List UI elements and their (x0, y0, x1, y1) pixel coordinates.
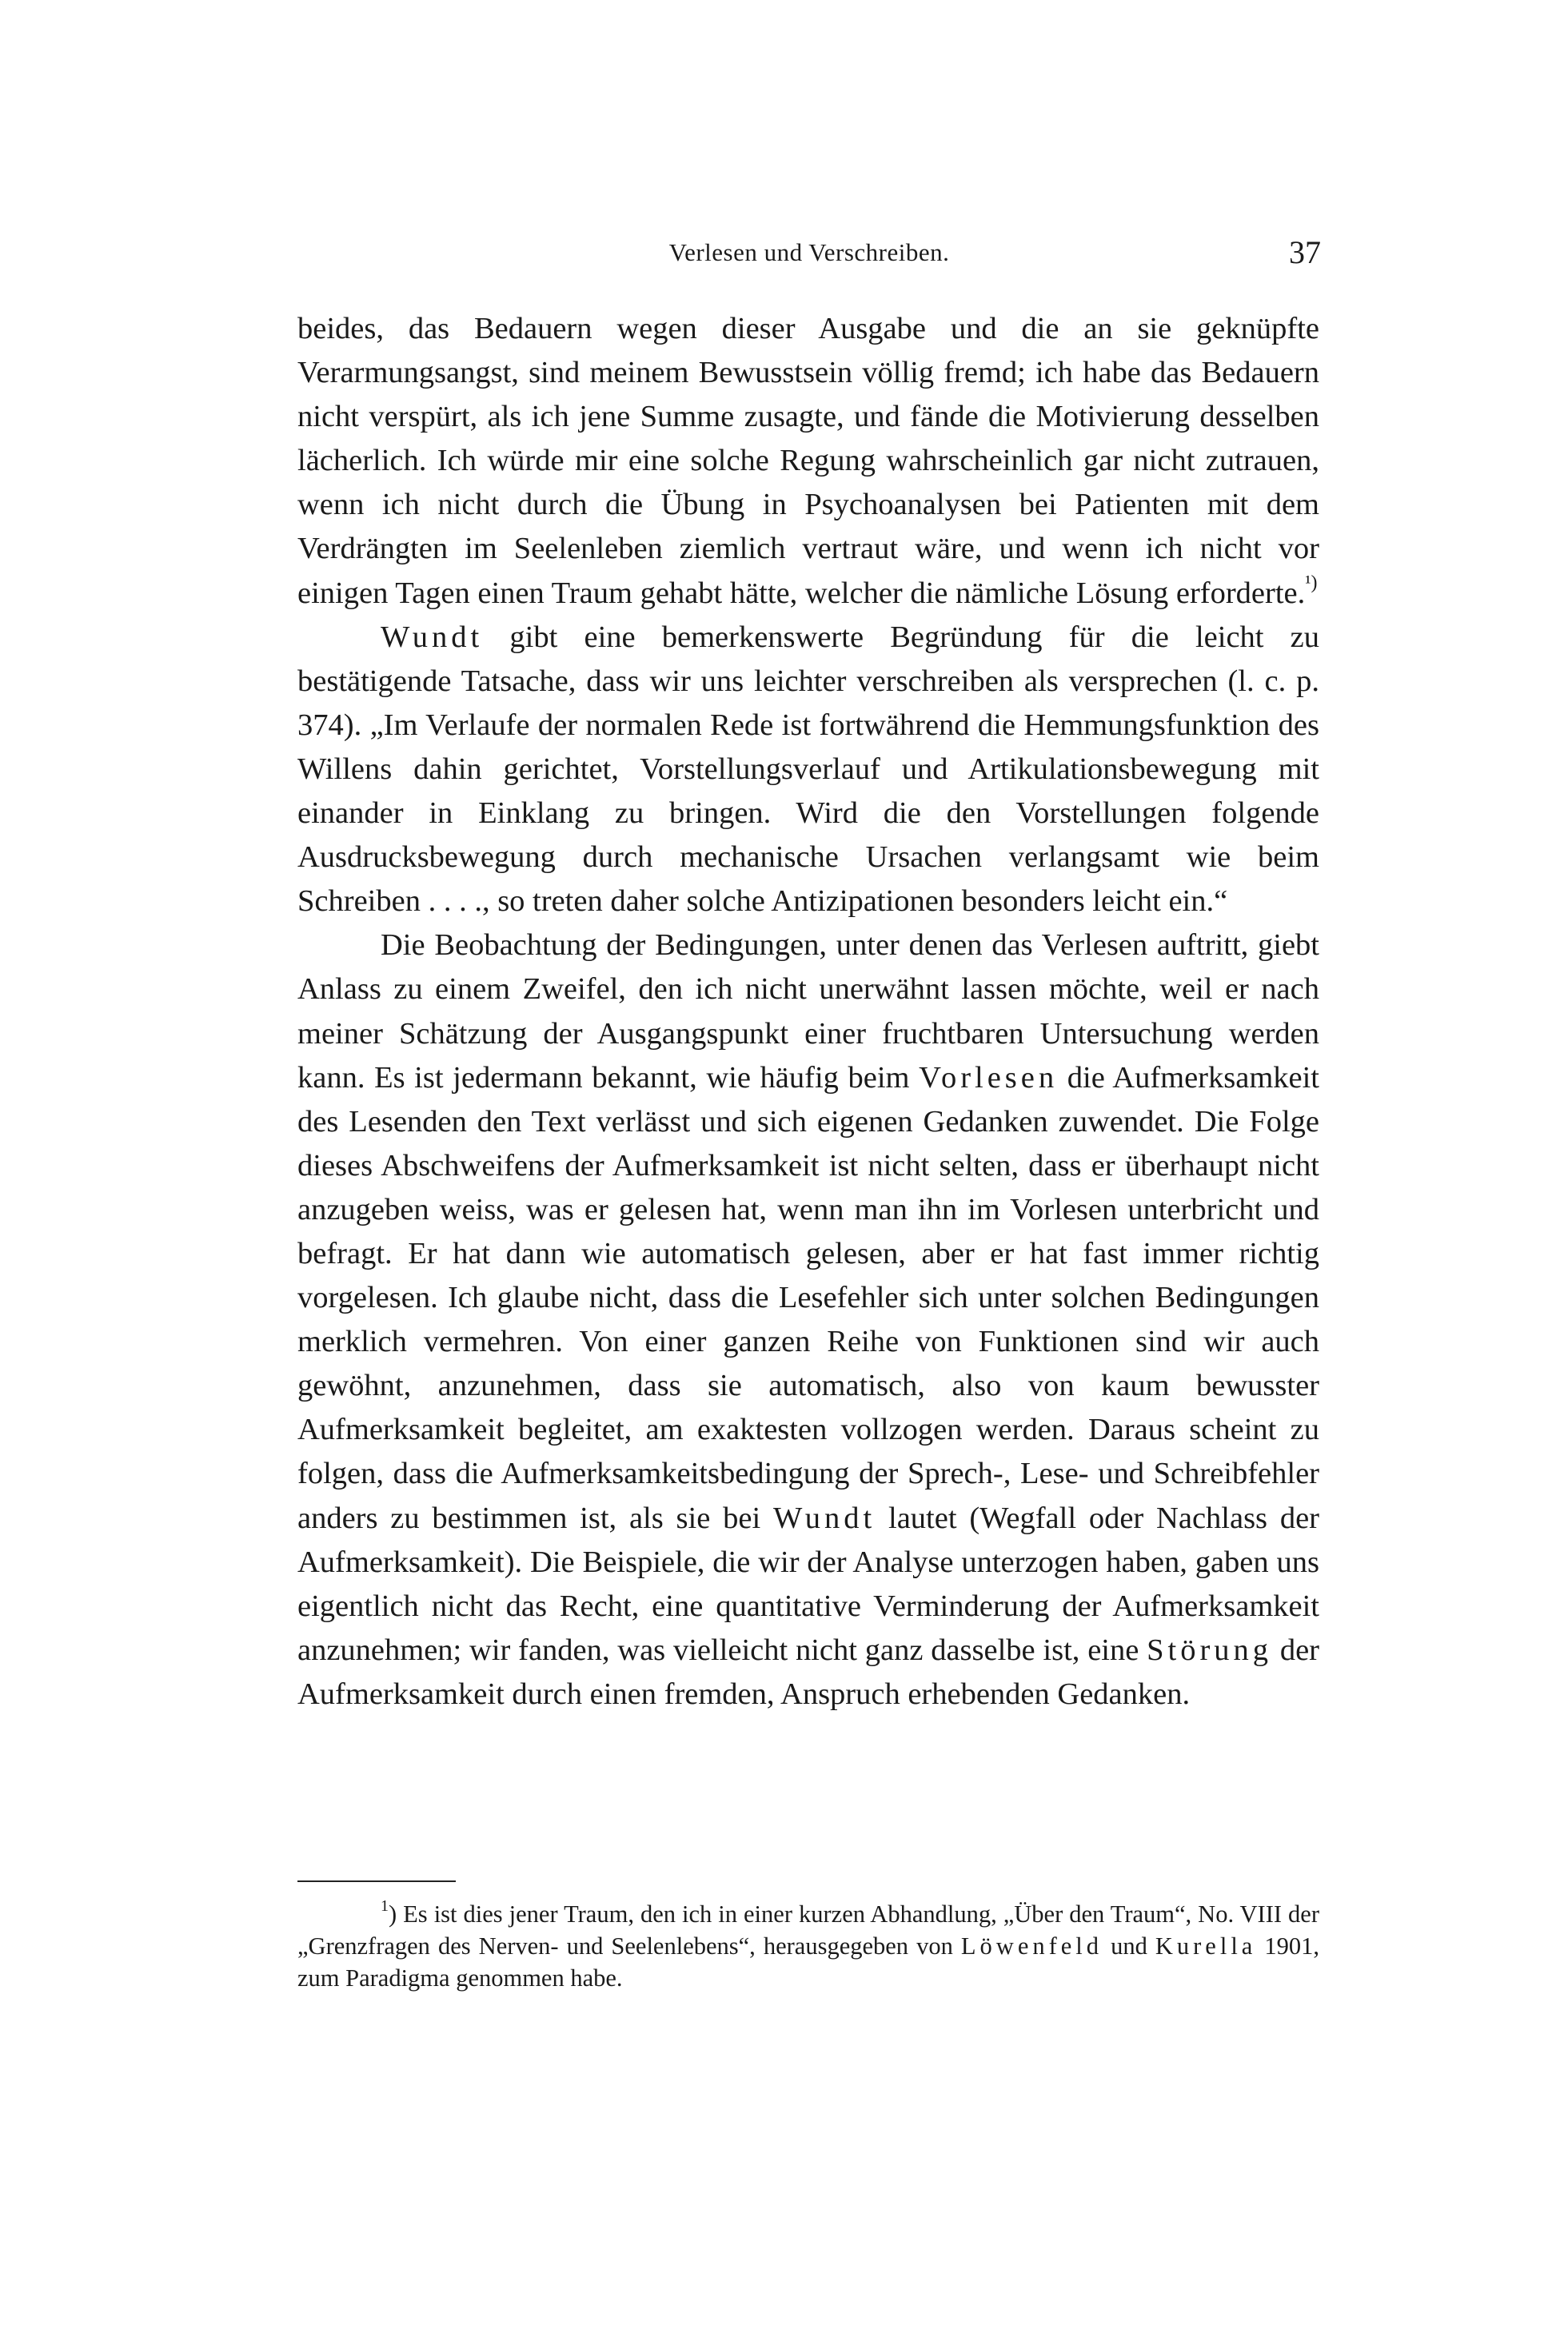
body-text (297, 307, 1319, 1717)
footnote-segment: und (1103, 1932, 1155, 1960)
author-name-wundt: Wundt (381, 620, 484, 654)
footnote-divider (297, 1880, 456, 1882)
paragraph-1 (297, 307, 1319, 616)
footnote-reference[interactable]: ¹) (1305, 572, 1318, 593)
page-header (297, 234, 1321, 286)
footnote-marker: 1 (381, 1897, 389, 1915)
author-name-loewenfeld: Löwenfeld (960, 1932, 1103, 1960)
running-title: Verlesen und Verschreiben. (668, 238, 950, 266)
paragraph-3-segment: Die Beobachtung der Bedingungen, unter denen das Verlesen auftritt, giebt Anlass zu einem Zweifel, den ich nicht unerwähnt lassen möchte, weil er nach meiner Schätzung der Ausgangspunkt einer fruchtbaren Untersuchung werden kann. Es ist jedermann bekannt, wie häufig beim (297, 928, 1319, 1095)
paragraph-3-segment: die Aufmerksamkeit des Lesenden den Text verlässt und sich eigenen Gedanken zuwendet. Die Folge dieses Abschweifens der Aufmerksamkeit ist nicht selten, dass er überhaupt nicht anzugeben weiss, was er gelesen hat, wenn man ihn im Vorlesen unterbricht und befragt. Er hat dann wie automatisch gelesen, aber er hat fast immer richtig vorgelesen. Ich glaube nicht, dass die Lesefehler sich unter solchen Bedingungen merklich vermehren. Von einer ganzen Reihe von Funktionen sind wir auch gewöhnt, anzunehmen, dass sie automatisch, also von kaum bewusster Aufmerksamkeit begleitet, am exaktesten vollzogen werden. Daraus scheint zu folgen, dass die Aufmerksamkeitsbedingung der Sprech-, Lese- und Schreibfehler anders zu bestimmen ist, als sie bei (297, 1060, 1319, 1535)
footnote-segment: 1901, zum Paradigma genommen habe. (297, 1932, 1320, 1992)
paragraph-2-text: gibt eine bemerkenswerte Begründung für die leicht zu bestätigende Tatsache, dass wir uns leichter verschreiben als versprechen (l. c. p. 374). „Im Verlaufe der normalen Rede ist fortwährend die Hemmungsfunktion des Willens dahin gerichtet, Vorstellungsverlauf und Artikulationsbewegung mit einander in Einklang zu bringen. Wird die den Vorstellungen folgende Ausdrucksbewegung durch mechanische Ursachen verlangsamt wie beim Schreiben . . . ., so treten daher solche Antizipationen besonders leicht ein.“ (297, 620, 1319, 919)
author-name-wundt: Wundt (772, 1501, 876, 1535)
page-number: 37 (1289, 234, 1321, 270)
paragraph-1-text: beides, das Bedauern wegen dieser Ausgabe und die an sie geknüpfte Verarmungsangst, sind meinem Bewusstsein völlig fremd; ich habe das Bedauern nicht verspürt, als ich jene Summe zusagte, und fände die Motivierung desselben lächerlich. Ich würde mir eine solche Regung wahrscheinlich gar nicht zutrauen, wenn ich nicht durch die Übung in Psychoanalysen bei Patienten mit dem Verdrängten im Seelenleben ziemlich vertraut wäre, und wenn ich nicht vor einigen Tagen einen Traum gehabt hätte, welcher die nämliche Lösung erforderte. (297, 312, 1319, 610)
paragraph-3 (297, 923, 1319, 1717)
footnote-segment: ) Es ist dies jener Traum, den ich in einer kurzen Abhandlung, „Über den Traum“, No. VIII der „Grenzfragen des Nerven- und Seelenlebens“, herausgegeben von (297, 1900, 1319, 1960)
emphasis-stoerung: Störung (1147, 1633, 1273, 1667)
paragraph-3-segment: lautet (Wegfall oder Nachlass der Aufmerksamkeit). Die Beispiele, die wir der Analyse unterzogen haben, gaben uns eigentlich nicht das Recht, eine quantitative Verminderung der Aufmerksamkeit anzunehmen; wir fanden, was vielleicht nicht ganz dasselbe ist, eine (297, 1501, 1319, 1667)
footnote (297, 1898, 1319, 1994)
paragraph-2 (297, 616, 1319, 924)
emphasis-vorlesen: Vorlesen (919, 1060, 1059, 1095)
author-name-kurella: Kurella (1155, 1932, 1257, 1960)
paragraph-3-segment: der Aufmerksamkeit durch einen fremden, Anspruch erhebenden Gedanken. (297, 1633, 1319, 1711)
